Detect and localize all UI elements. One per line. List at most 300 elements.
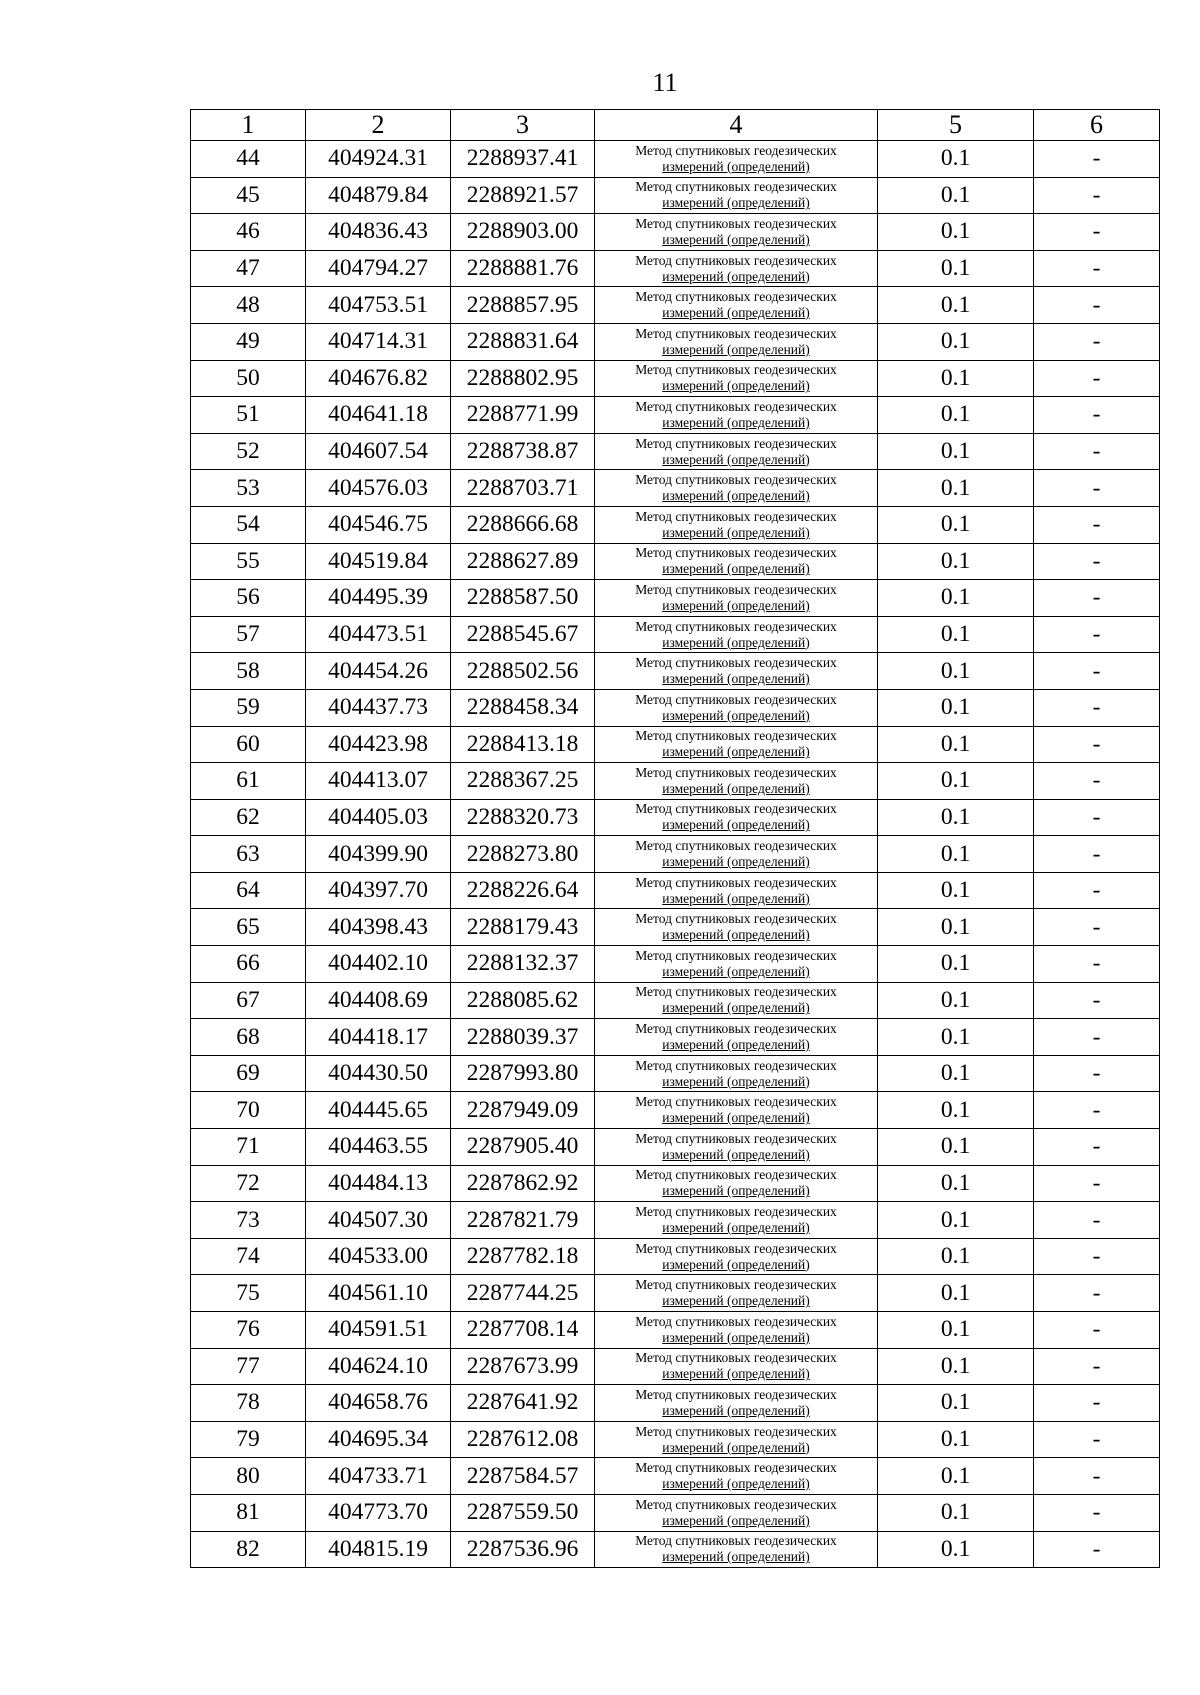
- method-line-1: Метод спутниковых геодезических: [635, 911, 837, 927]
- method-line-2: измерений (определений): [662, 1293, 810, 1309]
- method-line-2: измерений (определений): [662, 744, 810, 760]
- x-coordinate-cell: 404445.65: [306, 1092, 451, 1129]
- x-coordinate-cell: 404546.75: [306, 506, 451, 543]
- x-coordinate-cell: 404733.71: [306, 1458, 451, 1495]
- note-cell: -: [1034, 1238, 1160, 1275]
- table-row: [191, 1531, 1160, 1568]
- note-cell: -: [1034, 214, 1160, 251]
- point-number-cell: 46: [191, 214, 306, 251]
- accuracy-cell: 0.1: [878, 1312, 1034, 1349]
- table-row: [191, 909, 1160, 946]
- method-cell: [595, 763, 878, 800]
- method-cell: [595, 470, 878, 507]
- method-line-2: измерений (определений): [662, 305, 810, 321]
- point-number-cell: 66: [191, 946, 306, 983]
- y-coordinate-cell: 2288881.76: [451, 250, 595, 287]
- table-row: [191, 580, 1160, 617]
- method-cell: [595, 177, 878, 214]
- x-coordinate-cell: 404454.26: [306, 653, 451, 690]
- y-coordinate-cell: 2288703.71: [451, 470, 595, 507]
- method-cell: [595, 946, 878, 983]
- method-line-1: Метод спутниковых геодезических: [635, 655, 837, 671]
- y-coordinate-cell: 2288367.25: [451, 763, 595, 800]
- method-line-2: измерений (определений): [662, 817, 810, 833]
- y-coordinate-cell: 2288085.62: [451, 982, 595, 1019]
- method-line-1: Метод спутниковых геодезических: [635, 1460, 837, 1476]
- method-cell: [595, 726, 878, 763]
- method-line-2: измерений (определений): [662, 1183, 810, 1199]
- method-cell: [595, 1129, 878, 1166]
- accuracy-cell: 0.1: [878, 580, 1034, 617]
- note-cell: -: [1034, 1312, 1160, 1349]
- note-cell: -: [1034, 287, 1160, 324]
- x-coordinate-cell: 404815.19: [306, 1531, 451, 1568]
- accuracy-cell: 0.1: [878, 689, 1034, 726]
- method-line-2: измерений (определений): [662, 1549, 810, 1565]
- note-cell: -: [1034, 726, 1160, 763]
- method-cell: [595, 360, 878, 397]
- x-coordinate-cell: 404533.00: [306, 1238, 451, 1275]
- table-row: [191, 433, 1160, 470]
- method-line-1: Метод спутниковых геодезических: [635, 508, 837, 524]
- y-coordinate-cell: 2288039.37: [451, 1019, 595, 1056]
- x-coordinate-cell: 404519.84: [306, 543, 451, 580]
- accuracy-cell: 0.1: [878, 653, 1034, 690]
- x-coordinate-cell: 404773.70: [306, 1494, 451, 1531]
- table-row: [191, 1275, 1160, 1312]
- accuracy-cell: 0.1: [878, 1385, 1034, 1422]
- point-number-cell: 55: [191, 543, 306, 580]
- accuracy-cell: 0.1: [878, 214, 1034, 251]
- x-coordinate-cell: 404658.76: [306, 1385, 451, 1422]
- column-header-4: 4: [595, 110, 878, 141]
- table-row: [191, 1092, 1160, 1129]
- x-coordinate-cell: 404714.31: [306, 323, 451, 360]
- table-row: [191, 323, 1160, 360]
- method-cell: [595, 799, 878, 836]
- method-cell: [595, 543, 878, 580]
- point-number-cell: 65: [191, 909, 306, 946]
- y-coordinate-cell: 2287673.99: [451, 1348, 595, 1385]
- x-coordinate-cell: 404413.07: [306, 763, 451, 800]
- method-cell: [595, 214, 878, 251]
- method-line-1: Метод спутниковых геодезических: [635, 874, 837, 890]
- accuracy-cell: 0.1: [878, 287, 1034, 324]
- method-line-2: измерений (определений): [662, 1073, 810, 1089]
- method-line-1: Метод спутниковых геодезических: [635, 142, 837, 158]
- table-row: [191, 397, 1160, 434]
- table-row: [191, 1312, 1160, 1349]
- note-cell: -: [1034, 1421, 1160, 1458]
- method-line-1: Метод спутниковых геодезических: [635, 1423, 837, 1439]
- y-coordinate-cell: 2288831.64: [451, 323, 595, 360]
- method-line-2: измерений (определений): [662, 780, 810, 796]
- method-line-2: измерений (определений): [662, 231, 810, 247]
- method-line-2: измерений (определений): [662, 561, 810, 577]
- method-cell: [595, 141, 878, 178]
- accuracy-cell: 0.1: [878, 1458, 1034, 1495]
- column-header-6: 6: [1034, 110, 1160, 141]
- accuracy-cell: 0.1: [878, 1238, 1034, 1275]
- accuracy-cell: 0.1: [878, 1421, 1034, 1458]
- method-line-2: измерений (определений): [662, 707, 810, 723]
- note-cell: -: [1034, 1202, 1160, 1239]
- y-coordinate-cell: 2288771.99: [451, 397, 595, 434]
- x-coordinate-cell: 404794.27: [306, 250, 451, 287]
- point-number-cell: 50: [191, 360, 306, 397]
- table-row: [191, 141, 1160, 178]
- x-coordinate-cell: 404695.34: [306, 1421, 451, 1458]
- table-row: [191, 653, 1160, 690]
- page-number: 11: [652, 68, 678, 97]
- method-cell: [595, 287, 878, 324]
- y-coordinate-cell: 2287744.25: [451, 1275, 595, 1312]
- y-coordinate-cell: 2288179.43: [451, 909, 595, 946]
- method-line-2: измерений (определений): [662, 1439, 810, 1455]
- method-line-1: Метод спутниковых геодезических: [635, 252, 837, 268]
- x-coordinate-cell: 404418.17: [306, 1019, 451, 1056]
- y-coordinate-cell: 2288903.00: [451, 214, 595, 251]
- y-coordinate-cell: 2287559.50: [451, 1494, 595, 1531]
- method-line-1: Метод спутниковых геодезических: [635, 398, 837, 414]
- point-number-cell: 52: [191, 433, 306, 470]
- method-line-1: Метод спутниковых геодезических: [635, 435, 837, 451]
- point-number-cell: 49: [191, 323, 306, 360]
- y-coordinate-cell: 2287584.57: [451, 1458, 595, 1495]
- table-row: [191, 946, 1160, 983]
- method-line-2: измерений (определений): [662, 597, 810, 613]
- method-line-1: Метод спутниковых геодезических: [635, 801, 837, 817]
- accuracy-cell: 0.1: [878, 763, 1034, 800]
- note-cell: -: [1034, 1385, 1160, 1422]
- accuracy-cell: 0.1: [878, 141, 1034, 178]
- point-number-cell: 44: [191, 141, 306, 178]
- y-coordinate-cell: 2287612.08: [451, 1421, 595, 1458]
- method-cell: [595, 872, 878, 909]
- method-line-2: измерений (определений): [662, 524, 810, 540]
- x-coordinate-cell: 404430.50: [306, 1055, 451, 1092]
- method-line-2: измерений (определений): [662, 195, 810, 211]
- y-coordinate-cell: 2288132.37: [451, 946, 595, 983]
- method-cell: [595, 580, 878, 617]
- point-number-cell: 60: [191, 726, 306, 763]
- note-cell: -: [1034, 433, 1160, 470]
- method-cell: [595, 1494, 878, 1531]
- accuracy-cell: 0.1: [878, 250, 1034, 287]
- y-coordinate-cell: 2287949.09: [451, 1092, 595, 1129]
- note-cell: -: [1034, 689, 1160, 726]
- point-number-cell: 64: [191, 872, 306, 909]
- method-cell: [595, 397, 878, 434]
- method-cell: [595, 433, 878, 470]
- method-line-2: измерений (определений): [662, 1037, 810, 1053]
- method-line-2: измерений (определений): [662, 488, 810, 504]
- method-line-1: Метод спутниковых геодезических: [635, 325, 837, 341]
- accuracy-cell: 0.1: [878, 982, 1034, 1019]
- table-row: [191, 689, 1160, 726]
- note-cell: -: [1034, 397, 1160, 434]
- method-line-2: измерений (определений): [662, 927, 810, 943]
- y-coordinate-cell: 2288857.95: [451, 287, 595, 324]
- point-number-cell: 61: [191, 763, 306, 800]
- note-cell: -: [1034, 1165, 1160, 1202]
- point-number-cell: 53: [191, 470, 306, 507]
- table-row: [191, 1129, 1160, 1166]
- method-line-1: Метод спутниковых геодезических: [635, 545, 837, 561]
- y-coordinate-cell: 2288545.67: [451, 616, 595, 653]
- table-row: [191, 506, 1160, 543]
- method-line-1: Метод спутниковых геодезических: [635, 984, 837, 1000]
- note-cell: -: [1034, 1275, 1160, 1312]
- y-coordinate-cell: 2287993.80: [451, 1055, 595, 1092]
- table-row: [191, 177, 1160, 214]
- accuracy-cell: 0.1: [878, 323, 1034, 360]
- column-header-5: 5: [878, 110, 1034, 141]
- method-line-1: Метод спутниковых геодезических: [635, 1167, 837, 1183]
- point-number-cell: 74: [191, 1238, 306, 1275]
- y-coordinate-cell: 2287708.14: [451, 1312, 595, 1349]
- table-row: [191, 763, 1160, 800]
- method-line-1: Метод спутниковых геодезических: [635, 179, 837, 195]
- method-line-2: измерений (определений): [662, 378, 810, 394]
- table-row: [191, 470, 1160, 507]
- x-coordinate-cell: 404423.98: [306, 726, 451, 763]
- table-row: [191, 1055, 1160, 1092]
- point-number-cell: 73: [191, 1202, 306, 1239]
- note-cell: -: [1034, 1092, 1160, 1129]
- method-cell: [595, 1312, 878, 1349]
- x-coordinate-cell: 404463.55: [306, 1129, 451, 1166]
- point-number-cell: 56: [191, 580, 306, 617]
- table-row: [191, 1019, 1160, 1056]
- accuracy-cell: 0.1: [878, 1055, 1034, 1092]
- method-line-2: измерений (определений): [662, 671, 810, 687]
- note-cell: -: [1034, 982, 1160, 1019]
- accuracy-cell: 0.1: [878, 1165, 1034, 1202]
- point-number-cell: 62: [191, 799, 306, 836]
- y-coordinate-cell: 2287905.40: [451, 1129, 595, 1166]
- method-line-2: измерений (определений): [662, 1256, 810, 1272]
- x-coordinate-cell: 404399.90: [306, 836, 451, 873]
- method-line-1: Метод спутниковых геодезических: [635, 1021, 837, 1037]
- table-row: [191, 872, 1160, 909]
- method-cell: [595, 616, 878, 653]
- y-coordinate-cell: 2287641.92: [451, 1385, 595, 1422]
- table-row: [191, 543, 1160, 580]
- point-number-cell: 78: [191, 1385, 306, 1422]
- method-cell: [595, 1348, 878, 1385]
- point-number-cell: 47: [191, 250, 306, 287]
- method-line-1: Метод спутниковых геодезических: [635, 947, 837, 963]
- table-row: [191, 1165, 1160, 1202]
- x-coordinate-cell: 404836.43: [306, 214, 451, 251]
- note-cell: -: [1034, 1494, 1160, 1531]
- method-line-1: Метод спутниковых геодезических: [635, 691, 837, 707]
- method-cell: [595, 653, 878, 690]
- point-number-cell: 72: [191, 1165, 306, 1202]
- table-row: [191, 360, 1160, 397]
- y-coordinate-cell: 2288413.18: [451, 726, 595, 763]
- method-line-1: Метод спутниковых геодезических: [635, 1204, 837, 1220]
- accuracy-cell: 0.1: [878, 1531, 1034, 1568]
- point-number-cell: 54: [191, 506, 306, 543]
- x-coordinate-cell: 404473.51: [306, 616, 451, 653]
- table-row: [191, 1202, 1160, 1239]
- table-row: [191, 836, 1160, 873]
- accuracy-cell: 0.1: [878, 799, 1034, 836]
- method-cell: [595, 1421, 878, 1458]
- method-line-2: измерений (определений): [662, 1366, 810, 1382]
- accuracy-cell: 0.1: [878, 946, 1034, 983]
- method-line-1: Метод спутниковых геодезических: [635, 1496, 837, 1512]
- note-cell: -: [1034, 470, 1160, 507]
- method-cell: [595, 1458, 878, 1495]
- note-cell: -: [1034, 616, 1160, 653]
- table-body: [191, 141, 1160, 1568]
- note-cell: -: [1034, 763, 1160, 800]
- point-number-cell: 79: [191, 1421, 306, 1458]
- method-line-1: Метод спутниковых геодезических: [635, 472, 837, 488]
- note-cell: -: [1034, 836, 1160, 873]
- method-cell: [595, 1019, 878, 1056]
- column-header-1: 1: [191, 110, 306, 141]
- x-coordinate-cell: 404641.18: [306, 397, 451, 434]
- method-line-2: измерений (определений): [662, 268, 810, 284]
- table-row: [191, 799, 1160, 836]
- method-line-1: Метод спутниковых геодезических: [635, 1057, 837, 1073]
- method-line-2: измерений (определений): [662, 1000, 810, 1016]
- method-line-2: измерений (определений): [662, 1476, 810, 1492]
- x-coordinate-cell: 404624.10: [306, 1348, 451, 1385]
- method-line-1: Метод спутниковых геодезических: [635, 289, 837, 305]
- accuracy-cell: 0.1: [878, 836, 1034, 873]
- point-number-cell: 59: [191, 689, 306, 726]
- note-cell: -: [1034, 1348, 1160, 1385]
- x-coordinate-cell: 404607.54: [306, 433, 451, 470]
- point-number-cell: 51: [191, 397, 306, 434]
- method-line-2: измерений (определений): [662, 854, 810, 870]
- accuracy-cell: 0.1: [878, 1202, 1034, 1239]
- point-number-cell: 77: [191, 1348, 306, 1385]
- x-coordinate-cell: 404879.84: [306, 177, 451, 214]
- method-line-2: измерений (определений): [662, 1512, 810, 1528]
- point-number-cell: 58: [191, 653, 306, 690]
- y-coordinate-cell: 2288921.57: [451, 177, 595, 214]
- method-line-2: измерений (определений): [662, 414, 810, 430]
- table-row: [191, 1458, 1160, 1495]
- method-line-1: Метод спутниковых геодезических: [635, 362, 837, 378]
- accuracy-cell: 0.1: [878, 433, 1034, 470]
- y-coordinate-cell: 2287536.96: [451, 1531, 595, 1568]
- y-coordinate-cell: 2288627.89: [451, 543, 595, 580]
- point-number-cell: 63: [191, 836, 306, 873]
- accuracy-cell: 0.1: [878, 616, 1034, 653]
- method-cell: [595, 1165, 878, 1202]
- y-coordinate-cell: 2288502.56: [451, 653, 595, 690]
- y-coordinate-cell: 2288273.80: [451, 836, 595, 873]
- note-cell: -: [1034, 323, 1160, 360]
- y-coordinate-cell: 2288320.73: [451, 799, 595, 836]
- method-line-2: измерений (определений): [662, 1146, 810, 1162]
- method-line-2: измерений (определений): [662, 158, 810, 174]
- note-cell: -: [1034, 1129, 1160, 1166]
- note-cell: -: [1034, 909, 1160, 946]
- accuracy-cell: 0.1: [878, 506, 1034, 543]
- note-cell: -: [1034, 946, 1160, 983]
- x-coordinate-cell: 404576.03: [306, 470, 451, 507]
- note-cell: -: [1034, 360, 1160, 397]
- y-coordinate-cell: 2288226.64: [451, 872, 595, 909]
- method-cell: [595, 506, 878, 543]
- method-line-1: Метод спутниковых геодезических: [635, 728, 837, 744]
- table-row: [191, 287, 1160, 324]
- table-row: [191, 1385, 1160, 1422]
- point-number-cell: 70: [191, 1092, 306, 1129]
- x-coordinate-cell: 404398.43: [306, 909, 451, 946]
- note-cell: -: [1034, 1458, 1160, 1495]
- method-line-1: Метод спутниковых геодезических: [635, 581, 837, 597]
- x-coordinate-cell: 404561.10: [306, 1275, 451, 1312]
- point-number-cell: 68: [191, 1019, 306, 1056]
- x-coordinate-cell: 404402.10: [306, 946, 451, 983]
- y-coordinate-cell: 2288937.41: [451, 141, 595, 178]
- y-coordinate-cell: 2288587.50: [451, 580, 595, 617]
- accuracy-cell: 0.1: [878, 1275, 1034, 1312]
- x-coordinate-cell: 404484.13: [306, 1165, 451, 1202]
- method-cell: [595, 250, 878, 287]
- accuracy-cell: 0.1: [878, 543, 1034, 580]
- point-number-cell: 69: [191, 1055, 306, 1092]
- point-number-cell: 82: [191, 1531, 306, 1568]
- table-row: [191, 726, 1160, 763]
- accuracy-cell: 0.1: [878, 1494, 1034, 1531]
- note-cell: -: [1034, 1531, 1160, 1568]
- method-line-1: Метод спутниковых геодезических: [635, 1094, 837, 1110]
- accuracy-cell: 0.1: [878, 470, 1034, 507]
- method-line-1: Метод спутниковых геодезических: [635, 1533, 837, 1549]
- method-cell: [595, 1275, 878, 1312]
- method-cell: [595, 1238, 878, 1275]
- point-number-cell: 81: [191, 1494, 306, 1531]
- accuracy-cell: 0.1: [878, 177, 1034, 214]
- y-coordinate-cell: 2287821.79: [451, 1202, 595, 1239]
- method-cell: [595, 836, 878, 873]
- point-number-cell: 71: [191, 1129, 306, 1166]
- point-number-cell: 57: [191, 616, 306, 653]
- y-coordinate-cell: 2287862.92: [451, 1165, 595, 1202]
- method-line-1: Метод спутниковых геодезических: [635, 1130, 837, 1146]
- method-line-1: Метод спутниковых геодезических: [635, 764, 837, 780]
- table-row: [191, 1494, 1160, 1531]
- x-coordinate-cell: 404676.82: [306, 360, 451, 397]
- method-cell: [595, 1202, 878, 1239]
- method-line-1: Метод спутниковых геодезических: [635, 1350, 837, 1366]
- note-cell: -: [1034, 506, 1160, 543]
- x-coordinate-cell: 404397.70: [306, 872, 451, 909]
- point-number-cell: 67: [191, 982, 306, 1019]
- note-cell: -: [1034, 580, 1160, 617]
- x-coordinate-cell: 404924.31: [306, 141, 451, 178]
- column-header-2: 2: [306, 110, 451, 141]
- x-coordinate-cell: 404437.73: [306, 689, 451, 726]
- y-coordinate-cell: 2287782.18: [451, 1238, 595, 1275]
- point-number-cell: 80: [191, 1458, 306, 1495]
- method-line-2: измерений (определений): [662, 634, 810, 650]
- y-coordinate-cell: 2288738.87: [451, 433, 595, 470]
- table-header-row: [191, 110, 1160, 141]
- coordinates-table: [190, 109, 1160, 1568]
- note-cell: -: [1034, 250, 1160, 287]
